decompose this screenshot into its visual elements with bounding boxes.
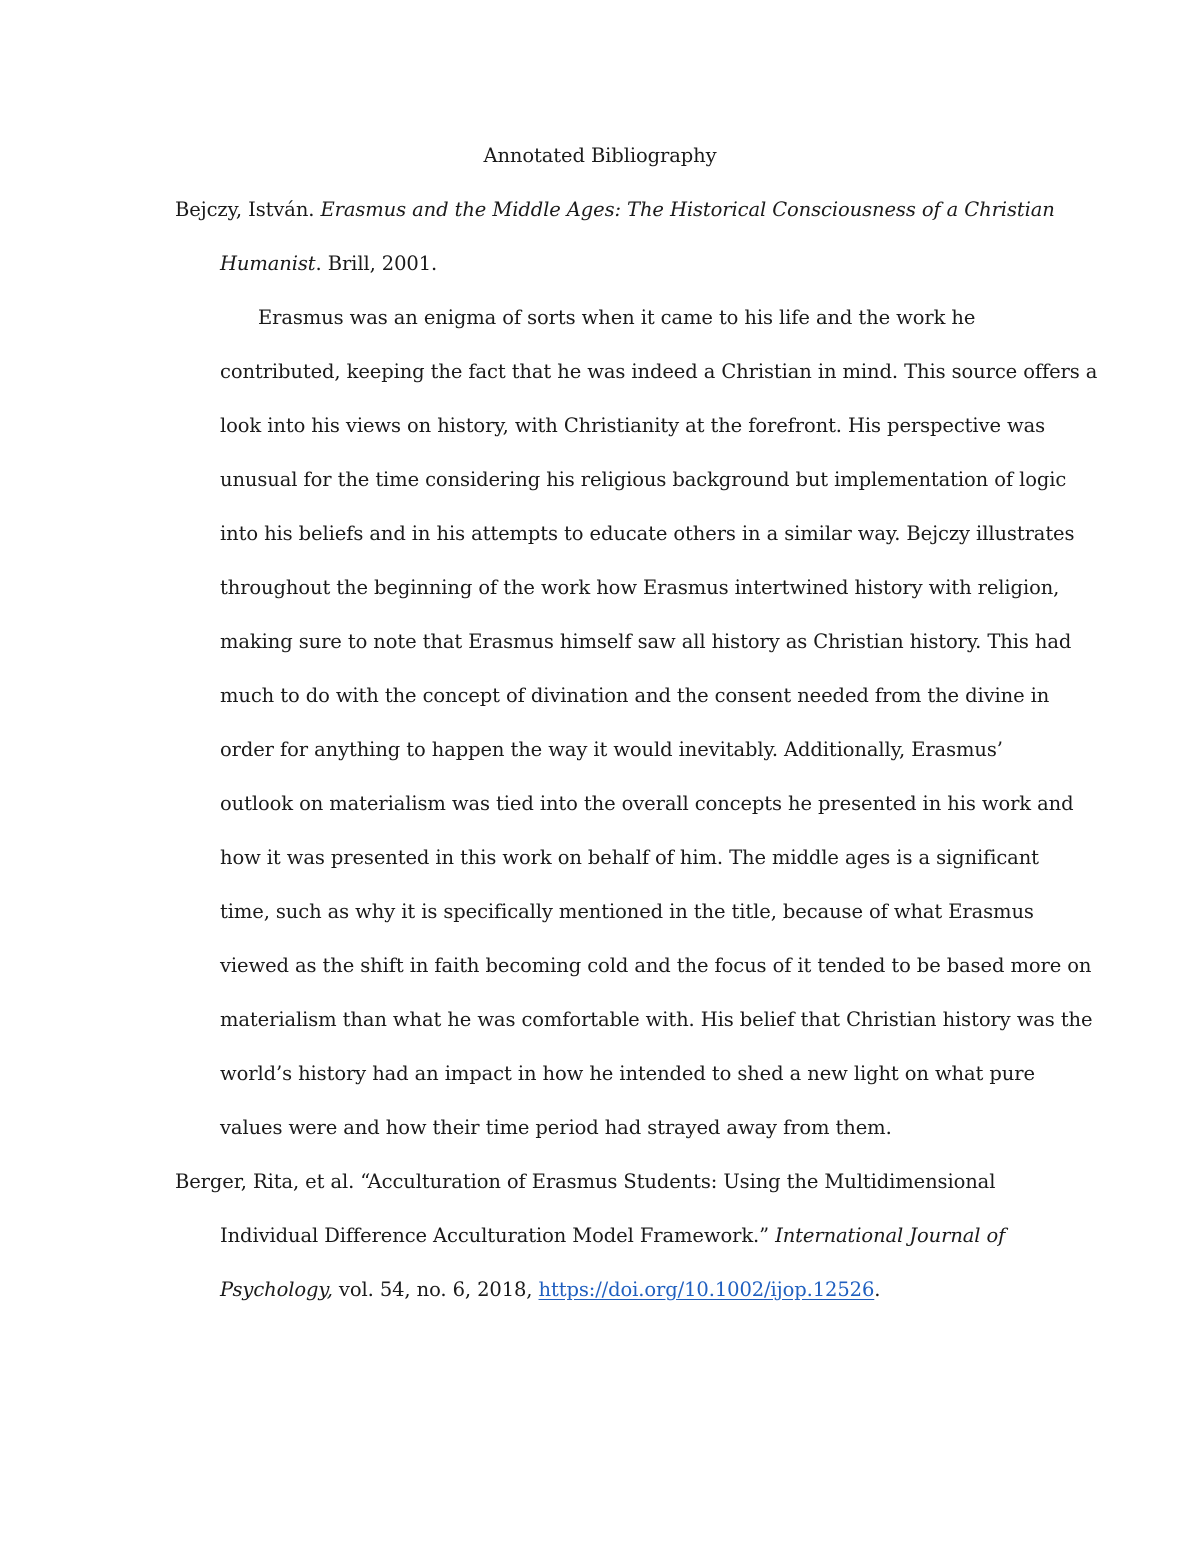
annotation-1-line: order for anything to happen the way it would inevitably. Additionally, Erasmus’	[220, 738, 1003, 761]
annotation-1-line: how it was presented in this work on behalf of him. The middle ages is a significant	[220, 846, 1039, 869]
citation-1-title: Erasmus and the Middle Ages: The Historical Consciousness of a Christian	[320, 198, 1055, 221]
page-title: Annotated Bibliography	[483, 144, 717, 167]
annotation-1-line: look into his views on history, with Christianity at the forefront. His perspective was	[220, 414, 1046, 437]
citation-2-journal-cont: Psychology,	[220, 1278, 333, 1301]
annotation-1-line: viewed as the shift in faith becoming cold and the focus of it tended to be based more on	[220, 954, 1092, 977]
citation-2-line-3	[220, 1275, 880, 1305]
citation-2-end: .	[874, 1278, 881, 1301]
citation-2-title-cont: Individual Difference Acculturation Model Framework.”	[220, 1224, 776, 1247]
citation-1-title-cont: Humanist	[220, 252, 316, 275]
citation-1-line-1	[175, 195, 1055, 225]
annotation-1-line: into his beliefs and in his attempts to educate others in a similar way. Bejczy illustrates	[220, 522, 1075, 545]
annotation-1-line: world’s history had an impact in how he intended to shed a new light on what pure	[220, 1062, 1035, 1085]
citation-1-line-2	[220, 249, 437, 279]
annotation-1-line: outlook on materialism was tied into the overall concepts he presented in his work and	[220, 792, 1074, 815]
annotation-1-line: making sure to note that Erasmus himself saw all history as Christian history. This had	[220, 630, 1072, 653]
annotation-1-line: throughout the beginning of the work how Erasmus intertwined history with religion,	[220, 576, 1060, 599]
citation-1-author: Bejczy, István.	[175, 198, 321, 221]
annotation-1-line: much to do with the concept of divination and the consent needed from the divine in	[220, 684, 1050, 707]
citation-2-line-1: Berger, Rita, et al. “Acculturation of Erasmus Students: Using the Multidimensional	[175, 1170, 996, 1193]
annotation-1-line: contributed, keeping the fact that he was indeed a Christian in mind. This source offers a	[220, 360, 1098, 383]
annotation-1-line: Erasmus was an enigma of sorts when it came to his life and the work he	[258, 306, 976, 329]
citation-2-line-2	[220, 1221, 1005, 1251]
citation-1-publisher: . Brill, 2001.	[315, 252, 438, 275]
annotation-1-line: time, such as why it is specifically mentioned in the title, because of what Erasmus	[220, 900, 1034, 923]
annotation-1-line: values were and how their time period had strayed away from them.	[220, 1116, 892, 1139]
annotation-1-line: materialism than what he was comfortable with. His belief that Christian history was the	[220, 1008, 1093, 1031]
citation-2-journal: International Journal of	[775, 1224, 1006, 1247]
annotation-1-line: unusual for the time considering his religious background but implementation of logic	[220, 468, 1067, 491]
citation-2-details: vol. 54, no. 6, 2018,	[332, 1278, 539, 1301]
doi-link[interactable]: https://doi.org/10.1002/ijop.12526	[538, 1278, 875, 1301]
